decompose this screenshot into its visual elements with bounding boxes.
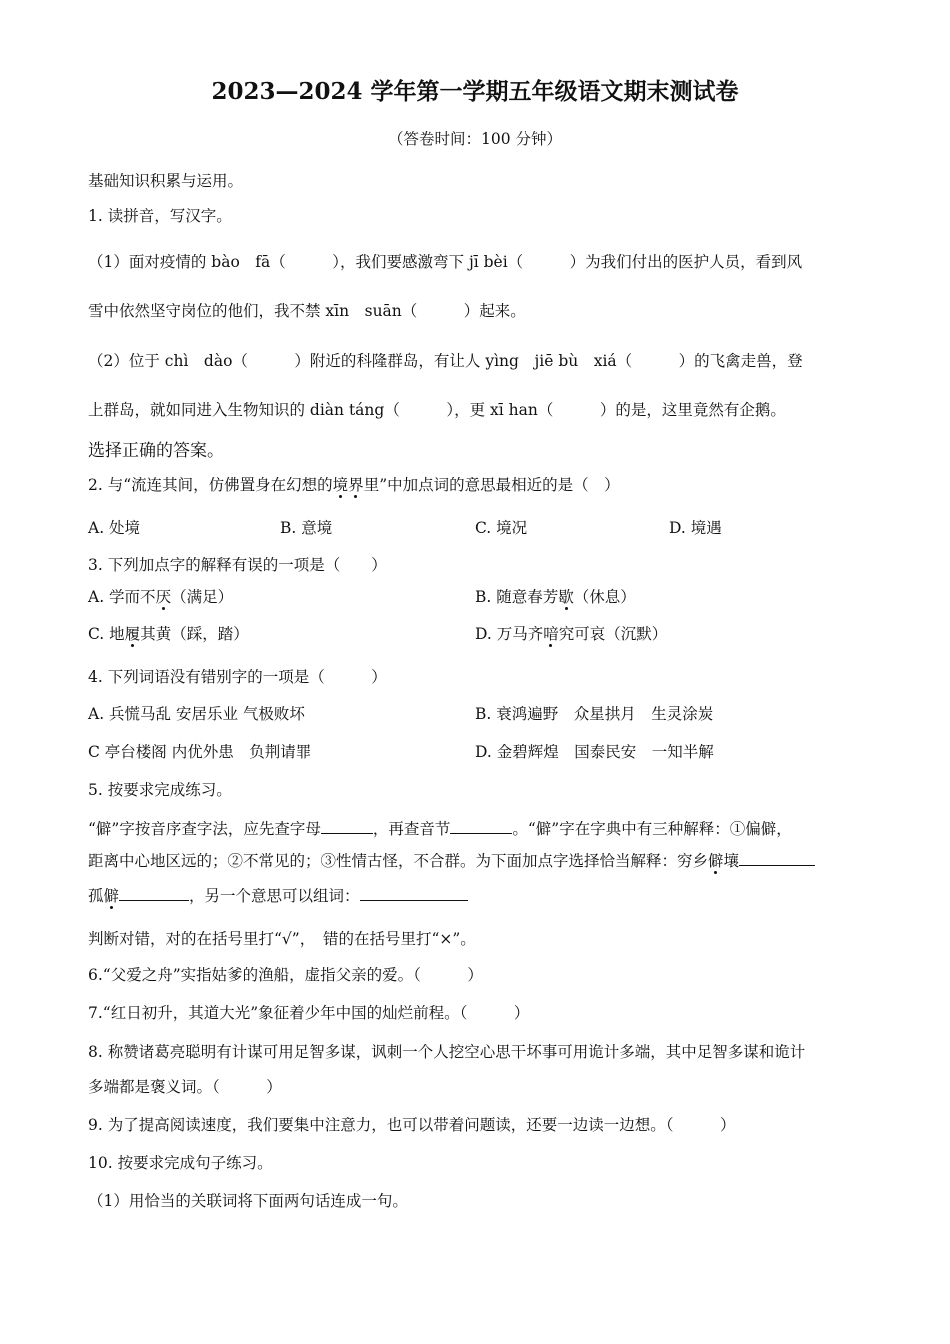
q2-stem xyxy=(88,474,868,496)
q3-option-c xyxy=(88,623,249,645)
q2-option-d: D. 境遇 xyxy=(669,519,722,537)
q2-stem-after: 里”中加点词的意思最相近的是（ ） xyxy=(363,476,620,494)
q3-b-text: B. 随意春芳 xyxy=(475,588,559,606)
q5-line1 xyxy=(88,817,878,840)
q1-part2-line1: （2）位于 chì dào（ ）附近的科隆群岛，有让人 yìng jiē bù xiá（ ）的飞禽走兽，登 xyxy=(88,352,803,370)
q10-stem: 10. 按要求完成句子练习。 xyxy=(88,1154,273,1172)
q5-line1-text-a: “僻”字按音序查字法，应先查字母 xyxy=(88,820,321,838)
q3-a-dotted-char: 厌 xyxy=(155,588,172,606)
q1-part2-line2: 上群岛，就如同进入生物知识的 diàn táng（ ），更 xī han（ ）的是，这里竟然有企鹅。 xyxy=(88,401,786,419)
q2-option-c: C. 境况 xyxy=(475,519,528,537)
q5-line2 xyxy=(88,849,878,872)
q5-line2-dotted-char: 僻 xyxy=(708,852,724,870)
q3-d-text: D. 万马齐 xyxy=(475,625,544,643)
q5-line3-text-a: 孤 xyxy=(88,887,104,905)
q5-line1-text-b: ，再查音节 xyxy=(372,820,451,838)
section-heading-basics: 基础知识积累与运用。 xyxy=(88,172,244,190)
q5-line3-text-b: ，另一个意思可以组词： xyxy=(189,887,360,905)
q1-part1-line1: （1）面对疫情的 bào fā（ ），我们要感激弯下 jī bèi（ ）为我们付出的医护人员，看到风 xyxy=(88,253,803,271)
q5-blank-letter[interactable] xyxy=(321,817,373,834)
q5-line1-text-c: 。“僻”字在字典中有三种解释：①偏僻， xyxy=(512,820,792,838)
q3-d-gloss: 究可哀（沉默） xyxy=(558,625,668,643)
q2-dotted-char-1: 境 xyxy=(332,476,349,494)
q2-stem-before: 2. 与“流连其间，仿佛置身在幻想的 xyxy=(88,476,333,494)
q3-option-d xyxy=(475,623,667,645)
q4-option-d: D. 金碧辉煌 国泰民安 一知半解 xyxy=(475,743,714,761)
q8-line2: 多端都是褒义词。（ ） xyxy=(88,1078,282,1096)
q3-option-a xyxy=(88,586,233,608)
q5-blank-syllable[interactable] xyxy=(450,817,512,834)
section-heading-true-false: 判断对错，对的在括号里打“√”， 错的在括号里打“×”。 xyxy=(88,930,476,948)
q3-c-dotted-char: 履 xyxy=(124,625,141,643)
q5-line2-text-b: 壤 xyxy=(723,852,740,870)
q5-line2-text-a: 距离中心地区远的；②不常见的；③性情古怪，不合群。为下面加点字选择恰当解释：穷乡 xyxy=(88,852,709,870)
q3-d-dotted-char: 喑 xyxy=(543,625,559,643)
q5-line3 xyxy=(88,884,868,907)
q4-option-a: A. 兵慌马乱 安居乐业 气极败坏 xyxy=(88,705,305,723)
q2-dotted-char-2: 界 xyxy=(348,476,364,494)
q6: 6.“父爱之舟”实指姑爹的渔船，虚指父亲的爱。（ ） xyxy=(88,966,483,984)
q5-blank-word[interactable] xyxy=(360,884,468,901)
q1-stem: 1. 读拼音，写汉字。 xyxy=(88,207,232,225)
q3-a-gloss: （满足） xyxy=(171,588,234,606)
q3-b-gloss: （休息） xyxy=(573,588,636,606)
q5-blank-meaning-1[interactable] xyxy=(739,849,815,866)
exam-duration: （答卷时间：100 分钟） xyxy=(387,130,562,148)
q4-stem: 4. 下列词语没有错别字的一项是（ ） xyxy=(88,668,387,686)
q3-c-text: C. 地 xyxy=(88,625,125,643)
q5-stem: 5. 按要求完成练习。 xyxy=(88,781,232,799)
q7: 7.“红日初升，其道大光”象征着少年中国的灿烂前程。（ ） xyxy=(88,1004,530,1022)
q5-line3-dotted-char: 僻 xyxy=(103,887,120,905)
q3-a-text: A. 学而不 xyxy=(88,588,156,606)
q3-b-dotted-char: 歇 xyxy=(558,588,574,606)
q5-blank-meaning-2[interactable] xyxy=(119,884,189,901)
q2-option-b: B. 意境 xyxy=(280,519,333,537)
q4-option-b: B. 衰鸿遍野 众星拱月 生灵涂炭 xyxy=(475,705,714,723)
q4-option-c: C 亭台楼阁 内优外患 负荆请罪 xyxy=(88,743,312,761)
section-heading-choice: 选择正确的答案。 xyxy=(88,441,224,461)
q3-c-gloss: 其黄（踩，踏） xyxy=(140,625,249,643)
q3-stem: 3. 下列加点字的解释有误的一项是（ ） xyxy=(88,556,387,574)
exam-title: 2023—2024 学年第一学期五年级语文期末测试卷 xyxy=(211,78,739,105)
q8-line1: 8. 称赞诸葛亮聪明有计谋可用足智多谋，讽刺一个人挖空心思干坏事可用诡计多端，其中足智多谋和诡计 xyxy=(88,1043,806,1061)
q10-sub1: （1）用恰当的关联词将下面两句话连成一句。 xyxy=(88,1192,408,1210)
q9: 9. 为了提高阅读速度，我们要集中注意力，也可以带着问题读，还要一边读一边想。（ ） xyxy=(88,1116,736,1134)
q1-part1-line2: 雪中依然坚守岗位的他们，我不禁 xīn suān（ ）起来。 xyxy=(88,302,526,320)
q3-option-b xyxy=(475,586,636,608)
q2-option-a: A. 处境 xyxy=(88,519,141,537)
